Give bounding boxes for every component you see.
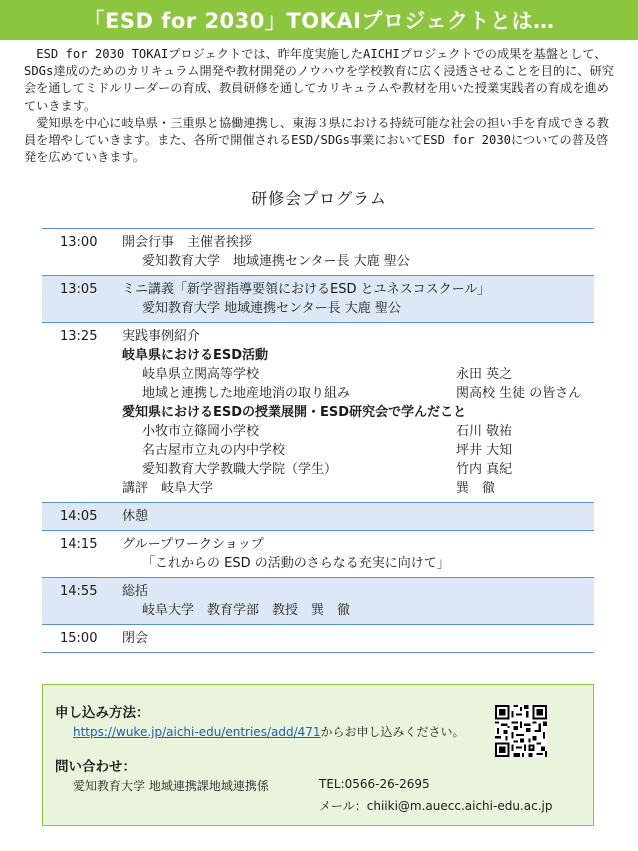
program-row <box>42 323 594 503</box>
program-line-right: 石川 敬祐 <box>456 424 513 439</box>
program-row <box>42 625 594 653</box>
program-time: 14:15 <box>60 537 98 552</box>
qr-code-icon <box>495 705 547 757</box>
intro-text <box>24 46 616 166</box>
program-line-right: 竹内 真紀 <box>456 462 513 477</box>
program-row <box>42 578 594 625</box>
program-row <box>42 503 594 531</box>
program-time: 14:55 <box>60 584 98 599</box>
apply-suffix: からお申し込みください。 <box>320 725 465 739</box>
program-line: グループワークショップ <box>122 537 264 552</box>
inquiry-org: 愛知教育大学 地域連携課地域連携係 <box>73 779 269 793</box>
program-time: 14:05 <box>60 509 98 524</box>
program-line: 愛知教育大学 地域連携センター長 大鹿 聖公 <box>142 301 401 316</box>
program-time: 13:25 <box>60 329 98 344</box>
program-line-right: 坪井 大知 <box>456 443 513 458</box>
program-line <box>122 460 594 479</box>
program-line <box>122 422 594 441</box>
program-line: 岐阜大学 教育学部 教授 巽 徹 <box>142 603 351 618</box>
program-line: 閉会 <box>122 631 149 646</box>
program-line: 総括 <box>122 584 149 599</box>
program-line-left: 岐阜県立関高等学校 <box>142 367 260 382</box>
program-row <box>42 229 594 276</box>
program-content <box>122 323 594 502</box>
banner-title: 「ESD for 2030」TOKAIプロジェクトとは… <box>83 9 555 33</box>
program-line: 愛知教育大学 地域連携センター長 大鹿 聖公 <box>142 254 410 269</box>
program-line: 岐阜県におけるESD活動 <box>122 348 269 363</box>
program-line <box>122 441 594 460</box>
program-line-right: 巽 徹 <box>456 481 496 496</box>
inquiry-heading: 問い合わせ： <box>55 759 136 775</box>
program-content <box>122 578 594 624</box>
apply-heading: 申し込み方法： <box>55 705 150 721</box>
program-line-right: 永田 英之 <box>456 367 513 382</box>
program-content <box>122 276 594 322</box>
program-line-left: 愛知教育大学教職大学院（学生） <box>142 462 338 477</box>
intro-paragraph-1: ESD for 2030 TOKAIプロジェクトでは、昨年度実施したAICHIプロジェクトでの成果を基盤として、SDGs達成のためのカリキュラム開発や教材開発のノウハウを学校教育に広く浸透させることを目的に、研究会を通してミドルリーダーの育成、教員研修を通してカリキュラムや教材を用いた授業実践者の育成を進めていきます。 <box>24 47 614 113</box>
apply-link[interactable]: https://wuke.jp/aichi-edu/entries/add/471 <box>73 725 321 739</box>
program-line-right: 関高校 生徒 の皆さん <box>456 386 582 401</box>
program-time: 13:00 <box>60 235 98 250</box>
program-title: 研修会プログラム <box>251 189 387 208</box>
program-line-left: 名古屋市立丸の内中学校 <box>142 443 286 458</box>
intro-paragraph-2: 愛知県を中心に岐阜県・三重県と協働連携し、東海３県における持続可能な社会の担い手を育成できる教員を増やしていきます。また、各所で開催されるESD/SDGs事業においてESD for 2030についての普及啓発を広めていきます。 <box>24 115 609 165</box>
program-line-left: 講評 岐阜大学 <box>122 481 214 496</box>
program-line: ミニ講義「新学習指導要領におけるESD とユネスコスクール」 <box>122 282 491 297</box>
header-banner <box>0 0 638 40</box>
program-row <box>42 276 594 323</box>
program-content <box>122 625 594 652</box>
program-line: 実践事例紹介 <box>122 329 201 344</box>
program-content <box>122 229 594 275</box>
program-line <box>122 479 594 498</box>
program-line <box>122 384 594 403</box>
program-row <box>42 531 594 578</box>
program-line: 愛知県におけるESDの授業展開・ESD研究会で学んだこと <box>122 405 467 420</box>
program-content <box>122 531 594 577</box>
program-line-left: 小牧市立篠岡小学校 <box>142 424 260 439</box>
program-time: 13:05 <box>60 282 98 297</box>
apply-line <box>73 723 465 740</box>
program-table <box>42 228 594 653</box>
contact-box <box>42 684 594 826</box>
program-line <box>122 365 594 384</box>
program-line-left: 地域と連携した地産地消の取り組み <box>142 386 351 401</box>
inquiry-mail: メール：chiiki@m.auecc.aichi-edu.ac.jp <box>319 799 553 813</box>
inquiry-tel: TEL:0566-26-2695 <box>319 777 430 791</box>
program-line: 休憩 <box>122 509 149 524</box>
program-line: 開会行事 主催者挨拶 <box>122 235 253 250</box>
program-line: 「これからの ESD の活動のさらなる充実に向けて」 <box>142 556 450 571</box>
program-content <box>122 503 594 530</box>
program-time: 15:00 <box>60 631 98 646</box>
